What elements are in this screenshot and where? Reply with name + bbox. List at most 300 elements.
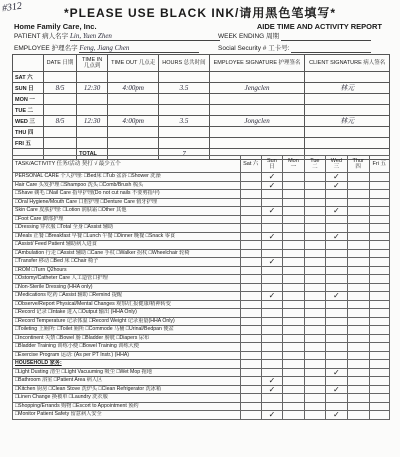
task-checkbox-cell[interactable] (304, 207, 325, 216)
timesheet-cell-in[interactable] (77, 105, 108, 116)
check-mark-icon[interactable]: ✓ (325, 385, 347, 394)
timesheet-header-6: CLIENT SIGNATURE 病人签名 (305, 55, 390, 72)
task-checkbox-cell[interactable] (304, 190, 325, 199)
check-mark-icon[interactable]: ✓ (261, 232, 282, 241)
task-checkbox-cell[interactable] (283, 207, 305, 216)
task-checkbox-cell[interactable] (283, 385, 305, 394)
task-checkbox-cell[interactable] (369, 300, 389, 309)
task-checkbox-cell[interactable] (261, 368, 282, 377)
task-row (13, 402, 390, 411)
form-title: *PLEASE USE BLACK INK/请用黑色笔填写* (63, 6, 337, 20)
task-label: □Toileting 上厕所: □Toilet 厕所 □Commode 马桶 □Urinal/Bedpan 便盆 (13, 326, 241, 335)
check-mark-icon[interactable]: ✓ (325, 411, 347, 420)
task-checkbox-cell[interactable] (304, 394, 325, 403)
task-checkbox-cell[interactable] (240, 326, 261, 335)
task-checkbox-cell[interactable] (283, 309, 305, 318)
task-checkbox-cell[interactable] (240, 385, 261, 394)
timesheet-cell-date[interactable] (44, 105, 77, 116)
timesheet-cell-date[interactable] (44, 94, 77, 105)
task-checkbox-cell[interactable] (347, 241, 369, 250)
task-checkbox-cell[interactable] (369, 198, 389, 207)
task-checkbox-cell[interactable] (369, 377, 389, 386)
task-checkbox-cell[interactable] (261, 309, 282, 318)
task-checkbox-cell[interactable] (304, 368, 325, 377)
timesheet-cell-out[interactable]: 4:00pm (108, 116, 159, 127)
task-checkbox-cell[interactable] (347, 275, 369, 284)
timesheet-row (13, 138, 390, 149)
ssn-row (218, 43, 371, 53)
task-checkbox-cell[interactable] (369, 224, 389, 233)
task-checkbox-cell[interactable] (261, 300, 282, 309)
check-mark-icon[interactable]: ✓ (325, 292, 347, 301)
task-checkbox-cell[interactable] (240, 198, 261, 207)
task-checkbox-cell[interactable] (347, 377, 369, 386)
task-checkbox-cell[interactable] (261, 224, 282, 233)
patient-row (14, 31, 220, 41)
timesheet-cell-out[interactable] (108, 105, 159, 116)
timesheet-cell-hours[interactable]: 3.5 (159, 83, 209, 94)
task-checkbox-cell[interactable] (261, 317, 282, 326)
check-mark-icon[interactable]: ✓ (261, 377, 282, 386)
task-checkbox-cell[interactable] (240, 368, 261, 377)
week-ending-field[interactable] (281, 33, 371, 41)
check-mark-icon[interactable]: ✓ (261, 385, 282, 394)
task-checkbox-cell[interactable] (240, 275, 261, 284)
task-checkbox-cell[interactable] (347, 266, 369, 275)
total-label: TOTAL (77, 149, 108, 160)
task-checkbox-cell[interactable] (240, 292, 261, 301)
task-checkbox-cell[interactable] (283, 394, 305, 403)
timesheet-cell-out[interactable] (108, 138, 159, 149)
task-checkbox-cell[interactable] (304, 300, 325, 309)
task-checkbox-cell[interactable] (369, 215, 389, 224)
task-row (13, 173, 390, 182)
task-checkbox-cell[interactable] (369, 309, 389, 318)
task-label: □Observe/Report Physical/Mental Changes 观察/汇报健康/精神转变 (13, 300, 241, 309)
task-row (13, 377, 390, 386)
task-checkbox-cell[interactable] (325, 241, 347, 250)
task-checkbox-cell[interactable] (261, 394, 282, 403)
task-checkbox-cell[interactable] (347, 300, 369, 309)
timesheet-cell-in[interactable] (77, 138, 108, 149)
task-checkbox-cell[interactable] (283, 351, 305, 360)
task-row (13, 266, 390, 275)
task-checkbox-cell[interactable] (369, 368, 389, 377)
check-mark-icon[interactable]: ✓ (325, 173, 347, 182)
task-checkbox-cell[interactable] (369, 385, 389, 394)
task-checkbox-cell[interactable] (325, 249, 347, 258)
task-checkbox-cell[interactable] (347, 385, 369, 394)
check-mark-icon[interactable]: ✓ (261, 207, 282, 216)
task-checkbox-cell[interactable] (283, 326, 305, 335)
task-checkbox-cell[interactable] (240, 394, 261, 403)
task-checkbox-cell[interactable] (261, 402, 282, 411)
task-checkbox-cell[interactable] (325, 300, 347, 309)
task-checkbox-cell[interactable] (347, 198, 369, 207)
timesheet-cell-emp[interactable] (209, 127, 305, 138)
task-checkbox-cell[interactable] (369, 360, 389, 369)
timesheet-cell-emp[interactable]: Jongclen (209, 116, 305, 127)
task-checkbox-cell[interactable] (347, 181, 369, 190)
task-checkbox-cell[interactable] (283, 266, 305, 275)
task-checkbox-cell[interactable] (283, 232, 305, 241)
day-label: MON 一 (13, 94, 44, 105)
task-checkbox-cell[interactable] (304, 377, 325, 386)
task-checkbox-cell[interactable] (304, 232, 325, 241)
task-label: Skin Care 皮肤护理: □Lotion 润肤霜 □Other 其他 (13, 207, 241, 216)
task-checkbox-cell[interactable] (347, 360, 369, 369)
task-day-header: Fri 五 (369, 156, 389, 173)
task-checkbox-cell[interactable] (347, 411, 369, 420)
task-row (13, 283, 390, 292)
task-checkbox-cell[interactable] (283, 258, 305, 267)
task-checkbox-cell[interactable] (283, 334, 305, 343)
task-row (13, 241, 390, 250)
task-checkbox-cell[interactable] (240, 351, 261, 360)
task-checkbox-cell[interactable] (369, 266, 389, 275)
task-checkbox-cell[interactable] (283, 411, 305, 420)
task-checkbox-cell[interactable] (283, 368, 305, 377)
task-checkbox-cell[interactable] (369, 402, 389, 411)
task-checkbox-cell[interactable] (369, 343, 389, 352)
timesheet-cell-emp[interactable] (209, 72, 305, 83)
task-checkbox-cell[interactable] (283, 190, 305, 199)
task-checkbox-cell[interactable] (369, 275, 389, 284)
task-checkbox-cell[interactable] (347, 173, 369, 182)
check-mark-icon[interactable]: ✓ (325, 232, 347, 241)
task-checkbox-cell[interactable] (240, 249, 261, 258)
timesheet-cell-emp[interactable] (209, 94, 305, 105)
task-label: PERSONAL CARE 个人护理: □Bed床 □Tub 盆浴 □Shower 洗澡 (13, 173, 241, 182)
timesheet-cell-in[interactable] (77, 127, 108, 138)
task-checkbox-cell[interactable] (369, 351, 389, 360)
task-checkbox-cell[interactable] (304, 224, 325, 233)
timesheet-cell-emp[interactable] (209, 105, 305, 116)
task-checkbox-cell[interactable] (240, 309, 261, 318)
task-checkbox-cell[interactable] (325, 360, 347, 369)
patient-name-field[interactable]: Lin, Yuen Zhen (70, 32, 220, 41)
task-label: □Bladder Training 训练小便 □Bowel Training 训练大便 (13, 343, 241, 352)
task-checkbox-cell[interactable] (325, 224, 347, 233)
task-checkbox-cell[interactable] (283, 377, 305, 386)
task-checkbox-cell[interactable] (304, 385, 325, 394)
task-checkbox-cell[interactable] (347, 258, 369, 267)
task-checkbox-cell[interactable] (369, 283, 389, 292)
total-value[interactable]: 7 (159, 149, 209, 160)
task-checkbox-cell[interactable] (325, 266, 347, 275)
task-row (13, 292, 390, 301)
task-checkbox-cell[interactable] (304, 411, 325, 420)
task-checkbox-cell[interactable] (369, 394, 389, 403)
check-mark-icon[interactable]: ✓ (261, 173, 282, 182)
timesheet-cell-hours[interactable] (159, 127, 209, 138)
task-checkbox-cell[interactable] (325, 275, 347, 284)
task-checkbox-cell[interactable] (304, 351, 325, 360)
task-checkbox-cell[interactable] (240, 411, 261, 420)
task-checkbox-cell[interactable] (325, 190, 347, 199)
task-checkbox-cell[interactable] (240, 181, 261, 190)
task-checkbox-cell[interactable] (304, 266, 325, 275)
timesheet-cell-date[interactable] (44, 127, 77, 138)
timesheet-cell-client[interactable] (305, 72, 390, 83)
task-checkbox-cell[interactable] (283, 173, 305, 182)
task-checkbox-cell[interactable] (240, 224, 261, 233)
task-checkbox-cell[interactable] (304, 317, 325, 326)
task-label: □Light Dusting 清尘 □Light Vacuuming 吸尘 □Wet Mop 拖地 (13, 368, 241, 377)
timesheet-cell-hours[interactable] (159, 138, 209, 149)
check-mark-icon[interactable]: ✓ (261, 258, 282, 267)
task-checkbox-cell[interactable] (304, 402, 325, 411)
check-mark-icon[interactable]: ✓ (325, 181, 347, 190)
task-checkbox-cell[interactable] (304, 198, 325, 207)
task-checkbox-cell[interactable] (325, 394, 347, 403)
task-checkbox-cell[interactable] (283, 292, 305, 301)
task-checkbox-cell[interactable] (304, 249, 325, 258)
task-checkbox-cell[interactable] (240, 402, 261, 411)
task-checkbox-cell[interactable] (369, 326, 389, 335)
task-checkbox-cell[interactable] (304, 309, 325, 318)
task-checkbox-cell[interactable] (283, 343, 305, 352)
task-checkbox-cell[interactable] (369, 190, 389, 199)
task-label: □Transfer 移动 □Bed 床 □Chair 椅子 (13, 258, 241, 267)
task-checkbox-cell[interactable] (240, 334, 261, 343)
task-row (13, 275, 390, 284)
timesheet-cell-date[interactable]: 8/5 (44, 83, 77, 94)
timesheet-cell-client[interactable] (305, 138, 390, 149)
task-checkbox-cell[interactable] (240, 266, 261, 275)
task-checkbox-cell[interactable] (347, 215, 369, 224)
task-checkbox-cell[interactable] (304, 181, 325, 190)
task-checkbox-cell[interactable] (369, 317, 389, 326)
timesheet-cell-in[interactable]: 12:30 (77, 116, 108, 127)
timesheet-cell-client[interactable] (305, 94, 390, 105)
task-checkbox-cell[interactable] (325, 283, 347, 292)
task-day-header: Sun 日 (261, 156, 282, 173)
task-checkbox-cell[interactable] (325, 215, 347, 224)
timesheet-row (13, 116, 390, 127)
task-checkbox-cell[interactable] (304, 258, 325, 267)
task-checkbox-cell[interactable] (283, 181, 305, 190)
task-checkbox-cell[interactable] (347, 326, 369, 335)
timesheet-header-0 (13, 55, 44, 72)
timesheet-header-4: HOURS 总共时间 (159, 55, 209, 72)
employee-name-field[interactable]: Feng, Jiang Chen (79, 44, 199, 53)
task-checkbox-cell[interactable] (369, 173, 389, 182)
task-checkbox-cell[interactable] (304, 275, 325, 284)
task-checkbox-cell[interactable] (347, 394, 369, 403)
timesheet-cell-client[interactable] (305, 127, 390, 138)
task-checkbox-cell[interactable] (347, 207, 369, 216)
timesheet-cell-client[interactable] (305, 105, 390, 116)
task-checkbox-cell[interactable] (304, 334, 325, 343)
check-mark-icon[interactable]: ✓ (325, 368, 347, 377)
task-checkbox-cell[interactable] (325, 343, 347, 352)
task-checkbox-cell[interactable] (369, 292, 389, 301)
task-checkbox-cell[interactable] (304, 173, 325, 182)
task-checkbox-cell[interactable] (283, 275, 305, 284)
task-checkbox-cell[interactable] (347, 309, 369, 318)
task-checkbox-cell[interactable] (261, 343, 282, 352)
task-checkbox-cell[interactable] (261, 241, 282, 250)
task-checkbox-cell[interactable] (261, 351, 282, 360)
check-mark-icon[interactable]: ✓ (261, 292, 282, 301)
task-checkbox-cell[interactable] (325, 326, 347, 335)
task-checkbox-cell[interactable] (347, 368, 369, 377)
task-label: □Dressing 穿衣服 □Total 全身 □Assist 辅助 (13, 224, 241, 233)
task-checkbox-cell[interactable] (304, 326, 325, 335)
task-checkbox-cell[interactable] (369, 411, 389, 420)
timesheet-cell-out[interactable] (108, 72, 159, 83)
task-label: □Shave 剃毛 □Nail Care 指甲护理(Do not cut nails 不要剪指甲) (13, 190, 241, 199)
task-checkbox-cell[interactable] (240, 300, 261, 309)
task-checkbox-cell[interactable] (347, 402, 369, 411)
task-checkbox-cell[interactable] (283, 300, 305, 309)
task-checkbox-cell[interactable] (347, 317, 369, 326)
task-checkbox-cell[interactable] (304, 343, 325, 352)
task-checkbox-cell[interactable] (304, 292, 325, 301)
task-checkbox-cell[interactable] (347, 343, 369, 352)
task-checkbox-cell[interactable] (325, 258, 347, 267)
task-checkbox-cell[interactable] (261, 215, 282, 224)
task-checkbox-cell[interactable] (283, 215, 305, 224)
task-checkbox-cell[interactable] (304, 241, 325, 250)
task-checkbox-cell[interactable] (369, 241, 389, 250)
task-checkbox-cell[interactable] (369, 207, 389, 216)
task-checkbox-cell[interactable] (261, 266, 282, 275)
task-label: □Incontinent 失禁 □Bowel 肠 □Bladder 膀胱 □Diapers 尿布 (13, 334, 241, 343)
task-day-header: Mon 一 (283, 156, 305, 173)
timesheet-cell-date[interactable] (44, 72, 77, 83)
task-label: □Ambulation 行走 □Assist 辅助 □Cane 手杖 □Walker 拐杖 □Wheelchair 轮椅 (13, 249, 241, 258)
task-checkbox-cell[interactable] (347, 283, 369, 292)
task-checkbox-cell[interactable] (369, 258, 389, 267)
check-mark-icon[interactable]: ✓ (261, 411, 282, 420)
timesheet-cell-hours[interactable] (159, 72, 209, 83)
timesheet-cell-client[interactable]: 林元 (305, 116, 390, 127)
task-checkbox-cell[interactable] (240, 215, 261, 224)
task-checkbox-cell[interactable] (261, 334, 282, 343)
task-checkbox-cell[interactable] (240, 283, 261, 292)
task-checkbox-cell[interactable] (240, 190, 261, 199)
timesheet-cell-out[interactable] (108, 127, 159, 138)
task-checkbox-cell[interactable] (325, 402, 347, 411)
task-checkbox-cell[interactable] (261, 326, 282, 335)
task-checkbox-cell[interactable] (304, 360, 325, 369)
task-checkbox-cell[interactable] (240, 173, 261, 182)
task-label: □Medications 吃药 □Assist 辅助 □Remind 提醒 (13, 292, 241, 301)
task-checkbox-cell[interactable] (240, 360, 261, 369)
task-checkbox-cell[interactable] (283, 198, 305, 207)
task-checkbox-cell[interactable] (325, 351, 347, 360)
task-checkbox-cell[interactable] (261, 198, 282, 207)
task-checkbox-cell[interactable] (283, 249, 305, 258)
task-checkbox-cell[interactable] (283, 283, 305, 292)
task-checkbox-cell[interactable] (347, 224, 369, 233)
timesheet-cell-date[interactable] (44, 138, 77, 149)
task-checkbox-cell[interactable] (283, 241, 305, 250)
task-label: □Record 记录 □Intake 进入 □Output 输出 (HHA Only) (13, 309, 241, 318)
task-checkbox-cell[interactable] (283, 317, 305, 326)
day-label: FRI 五 (13, 138, 44, 149)
task-checkbox-cell[interactable] (283, 224, 305, 233)
task-row (13, 300, 390, 309)
task-day-header: Tue 二 (304, 156, 325, 173)
task-checkbox-cell[interactable] (240, 377, 261, 386)
task-checkbox-cell[interactable] (325, 377, 347, 386)
task-checkbox-cell[interactable] (240, 232, 261, 241)
task-row (13, 190, 390, 199)
task-checkbox-cell[interactable] (347, 334, 369, 343)
task-label: □Meals 正餐 □Breakfast 早餐 □Lunch 午餐 □Dinner 晚餐 □Snack 零食 (13, 232, 241, 241)
task-row (13, 207, 390, 216)
check-mark-icon[interactable]: ✓ (325, 207, 347, 216)
task-checkbox-cell[interactable] (325, 317, 347, 326)
task-checkbox-cell[interactable] (261, 249, 282, 258)
task-checkbox-cell[interactable] (347, 190, 369, 199)
week-row (218, 31, 371, 41)
timesheet-cell-hours[interactable] (159, 94, 209, 105)
task-checkbox-cell[interactable] (261, 360, 282, 369)
task-checkbox-cell[interactable] (325, 309, 347, 318)
task-checkbox-cell[interactable] (347, 351, 369, 360)
task-label: □Ostomy/Catheter Care 人工造管口护理 (13, 275, 241, 284)
task-checkbox-cell[interactable] (347, 249, 369, 258)
task-checkbox-cell[interactable] (240, 258, 261, 267)
timesheet-cell-emp[interactable] (209, 138, 305, 149)
ssn-field[interactable] (291, 45, 371, 53)
task-row (13, 360, 390, 369)
task-checkbox-cell[interactable] (369, 249, 389, 258)
timesheet-row (13, 83, 390, 94)
task-checkbox-cell[interactable] (369, 334, 389, 343)
timesheet-cell-in[interactable]: 12:30 (77, 83, 108, 94)
task-checkbox-cell[interactable] (261, 275, 282, 284)
task-checkbox-cell[interactable] (325, 198, 347, 207)
task-checkbox-cell[interactable] (304, 283, 325, 292)
task-checkbox-cell[interactable] (347, 232, 369, 241)
timesheet-cell-in[interactable] (77, 72, 108, 83)
timesheet-cell-out[interactable] (108, 94, 159, 105)
timesheet-cell-in[interactable] (77, 94, 108, 105)
check-mark-icon[interactable]: ✓ (261, 181, 282, 190)
task-checkbox-cell[interactable] (283, 402, 305, 411)
task-checkbox-cell[interactable] (325, 334, 347, 343)
task-checkbox-cell[interactable] (261, 190, 282, 199)
task-checkbox-cell[interactable] (304, 215, 325, 224)
timesheet-cell-hours[interactable]: 3.5 (159, 116, 209, 127)
task-checkbox-cell[interactable] (240, 343, 261, 352)
task-checkbox-cell[interactable] (240, 317, 261, 326)
task-checkbox-cell[interactable] (240, 207, 261, 216)
timesheet-cell-hours[interactable] (159, 105, 209, 116)
task-day-header: Sat 六 (240, 156, 261, 173)
timesheet-cell-emp[interactable]: Jengclen (209, 83, 305, 94)
timesheet-cell-out[interactable]: 4:00pm (108, 83, 159, 94)
day-label: THU 四 (13, 127, 44, 138)
task-checkbox-cell[interactable] (369, 181, 389, 190)
task-checkbox-cell[interactable] (369, 232, 389, 241)
task-checkbox-cell[interactable] (283, 360, 305, 369)
task-checkbox-cell[interactable] (347, 292, 369, 301)
task-label: □Kitchen 厨房 □Clean Stove 洗炉头 □Clean Refrigerator 洗冰箱 (13, 385, 241, 394)
task-checkbox-cell[interactable] (261, 283, 282, 292)
timesheet-cell-date[interactable]: 8/5 (44, 116, 77, 127)
task-label: □Linen Change 换被单 □Laundry 洗衣服 (13, 394, 241, 403)
task-checkbox-cell[interactable] (240, 241, 261, 250)
timesheet-cell-client[interactable]: 林元 (305, 83, 390, 94)
task-row (13, 368, 390, 377)
task-row (13, 215, 390, 224)
